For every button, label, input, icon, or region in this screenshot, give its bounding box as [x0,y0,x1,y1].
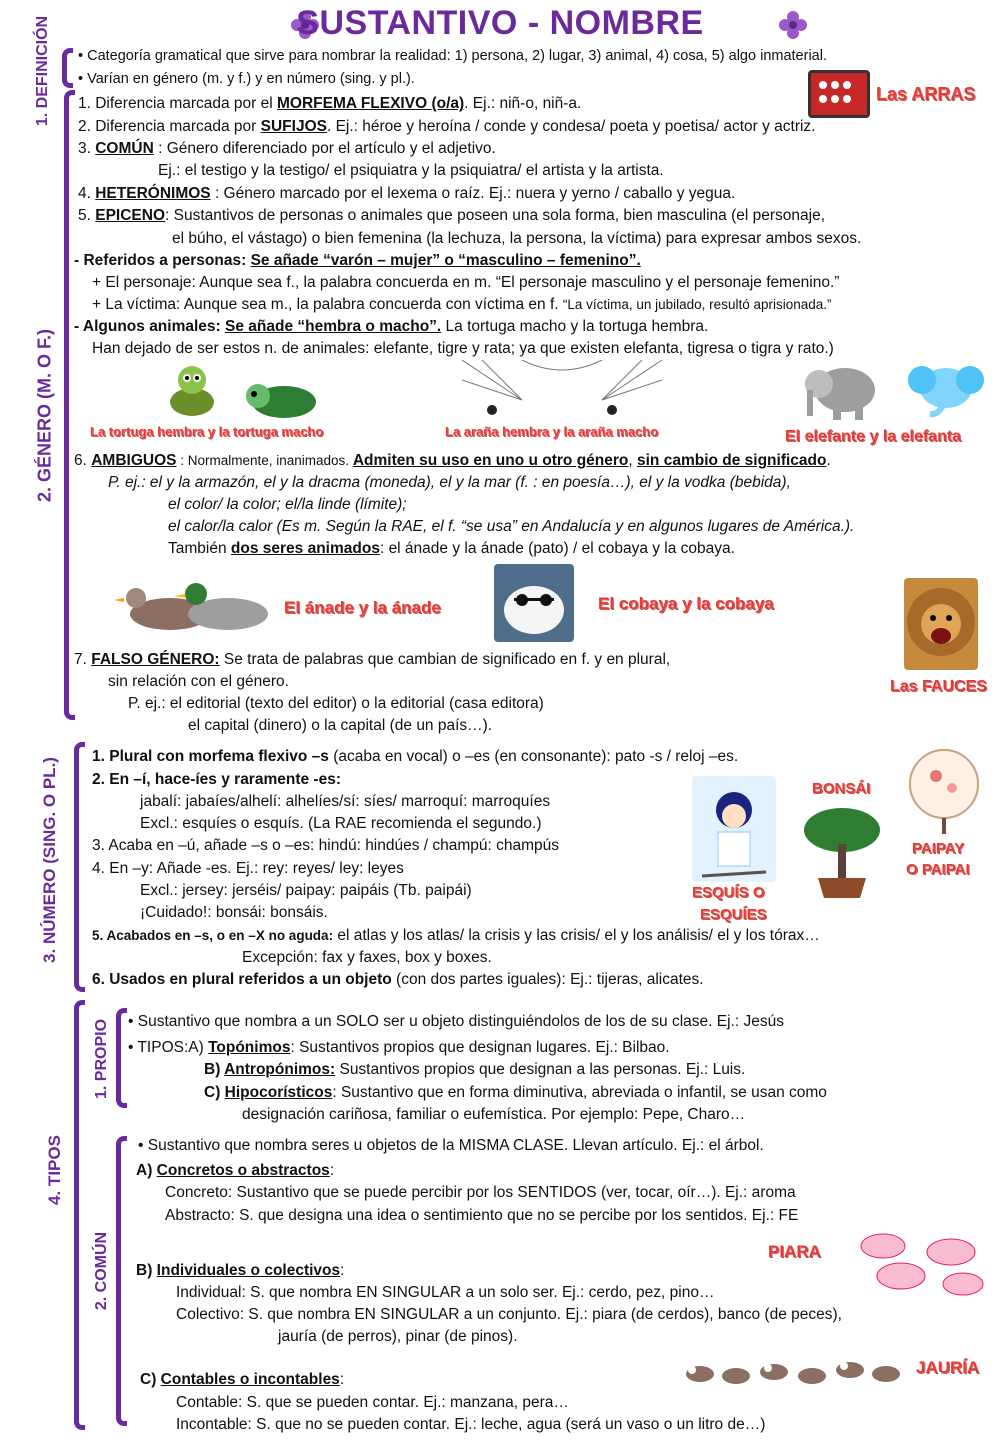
side-label-genero: 2. GÉNERO (M. O F.) [34,329,55,503]
bracket-genero [64,90,75,720]
propio-antroponimos: B) Antropónimos: Sustantivos propios que designan a las personas. Ej.: Luis. [204,1061,746,1078]
dogs-image [680,1346,910,1392]
numero-item-4-b: ¡Cuidado!: bonsái: bonsáis. [140,904,328,921]
numero-item-5: 5. Acabados en –s, o en –X no aguda: el atlas y los atlas/ la crisis y las crisis/ el y los análisis/ el y los tórax… [92,927,820,944]
numero-item-4-a: Excl.: jersey: jerséis/ paipay: paipáis (Tb. paipái) [140,882,472,899]
genero-item-7: 7. FALSO GÉNERO: Se trata de palabras que cambian de significado en f. y en plural, [74,651,671,668]
caption-paipay-2: O PAIPAI [906,861,970,878]
propio-hipocoristicos-cont: designación cariñosa, familiar o eufemística. Por ejemplo: Pepe, Charo… [242,1106,746,1123]
referidos-personas: - Referidos a personas: Se añade “varón – mujer” o “masculino – femenino”. [74,252,641,269]
caption-esquis-2: ESQUÍES [700,906,767,923]
numero-item-2-b: Excl.: esquíes o esquís. (La RAE recomienda el segundo.) [140,815,542,832]
bonsai-image [796,800,888,904]
referidos-victima: + La víctima: Aunque sea m., la palabra concuerda con víctima en f. “La víctima, un jubilado, resultó aprisionada.” [92,296,832,313]
bracket-definicion [62,48,73,88]
caption-anade: El ánade y la ánade [284,598,441,617]
ambiguos-animados: También dos seres animados: el ánade y la ánade (pato) / el cobaya y la cobaya. [168,540,735,557]
ambiguos-ejemplo-2: el color/ la color; el/la linde (límite); [168,496,407,513]
caption-cobaya: El cobaya y la cobaya [598,594,774,613]
numero-item-4: 4. En –y: Añade -es. Ej.: rey: reyes/ ley: leyes [92,860,404,877]
comun-a-title: A) Concretos o abstractos: [136,1162,335,1179]
elephant-image-blue [900,358,992,420]
algunos-animales: - Algunos animales: Se añade “hembra o macho”. La tortuga macho y la tortuga hembra. [74,318,709,335]
guinea-pig-image [494,564,574,642]
genero-item-6: 6. AMBIGUOS : Normalmente, inanimados. Admiten su uso en uno u otro género, sin cambio de significado. [74,452,831,469]
comun-b-title: B) Individuales o colectivos: [136,1262,345,1279]
lion-image [904,578,978,670]
comun-contable: Contable: S. que se pueden contar. Ej.: manzana, pera… [176,1394,569,1411]
bracket-comun [116,1136,127,1426]
caption-arana: La araña hembra y la araña macho [445,424,659,439]
caption-paipay-1: PAIPAY [912,840,965,857]
propio-hipocoristicos: C) Hipocorísticos: Sustantivo que en forma diminutiva, abreviada o infantil, se usan como [204,1084,827,1101]
side-label-propio: 1. PROPIO [93,1018,110,1099]
genero-item-3-example: Ej.: el testigo y la testigo/ el psiquiatra y la psiquiatra/ el artista y la artista. [158,162,664,179]
turtle-image-male [242,374,326,420]
referidos-personaje: + El personaje: Aunque sea f., la palabra concuerda en m. “El personaje masculino y el personaje femenino.” [92,274,840,291]
comun-concreto: Concreto: Sustantivo que se puede percibir por los SENTIDOS (ver, tocar, oír…). Ej.: aroma [165,1184,796,1201]
ambiguos-ejemplo-1: P. ej.: el y la armazón, el y la dracma (moneda), el y la mar (f. : en poesía…), el y la vodka (bebida), [108,474,791,491]
numero-item-2-a: jabalí: jabaíes/alhelí: alhelíes/sí: síes/ marroquí: marroquíes [140,793,551,810]
turtle-image-female [162,362,222,422]
numero-item-5-b: Excepción: fax y faxes, box y boxes. [242,949,492,966]
pigs-image [855,1228,987,1300]
side-label-numero: 3. NÚMERO (SING. O PL.) [40,757,59,963]
caption-piara: PIARA [768,1242,821,1261]
ambiguos-ejemplo-3: el calor/la calor (Es m. Según la RAE, el f. “se usa” en Andalucía y en algunos lugares de América.). [168,518,855,535]
numero-item-6: 6. Usados en plural referidos a un objeto (con dos partes iguales): Ej.: tijeras, alicates. [92,971,704,988]
bracket-numero [74,742,85,992]
numero-item-1: 1. Plural con morfema flexivo –s (acaba en vocal) o –es (en consonante): pato -s / reloj –es. [92,748,739,765]
caption-tortuga: La tortuga hembra y la tortuga macho [90,424,324,439]
caption-arras: Las ARRAS [876,84,976,104]
numero-item-3: 3. Acaba en –ú, añade –s o –es: hindú: hindúes / champú: champús [92,837,560,854]
falso-genero-ejemplo-1: P. ej.: el editorial (texto del editor) o la editorial (casa editora) [128,695,544,712]
animales-nota: Han dejado de ser estos n. de animales: elefante, tigre y rata; ya que existen elefanta, tigresa o tigra y rato.) [92,340,834,357]
bracket-tipos [74,1000,85,1430]
genero-item-2: 2. Diferencia marcada por SUFIJOS. Ej.: héroe y heroína / conde y condesa/ poeta y poetisa/ actor y actriz. [78,118,816,135]
comun-colectivo-cont: jauría (de perros), pinar (de pinos). [278,1328,518,1345]
definicion-line-2: • Varían en género (m. y f.) y en número (sing. y pl.). [78,71,415,87]
genero-item-4: 4. HETERÓNIMOS : Género marcado por el lexema o raíz. Ej.: nuera y yerno / caballo y yegua. [78,185,736,202]
genero-item-5: 5. EPICENO: Sustantivos de personas o animales que poseen una sola forma, bien masculina (el personaje, [78,207,826,224]
comun-abstracto: Abstracto: S. que designa una idea o sentimiento que no se percibe por los sentidos. Ej.: FE [165,1207,799,1224]
caption-jauria: JAURÍA [916,1358,980,1377]
side-label-definicion: 1. DEFINICIÓN [34,15,51,127]
comun-definicion: • Sustantivo que nombra seres u objetos de la MISMA CLASE. Llevan artículo. Ej.: el árbol. [138,1137,764,1154]
comun-individual: Individual: S. que nombra EN SINGULAR a un solo ser. Ej.: cerdo, pez, pino… [176,1284,715,1301]
caption-elefante: El elefante y la elefanta [785,428,962,445]
ski-girl-image [692,776,776,882]
elephant-image-grey [797,360,885,422]
propio-definicion: • Sustantivo que nombra a un SOLO ser u objeto distinguiéndolos de los de su clase. Ej.: Jesús [128,1013,784,1030]
genero-item-1: 1. Diferencia marcada por el MORFEMA FLEXIVO (o/a). Ej.: niñ-o, niñ-a. [78,95,582,112]
genero-item-3: 3. COMÚN : Género diferenciado por el artículo y el adjetivo. [78,140,496,157]
side-label-tipos: 4. TIPOS [45,1135,64,1205]
caption-esquis-1: ESQUÍS O [692,884,765,901]
definicion-line-1: • Categoría gramatical que sirve para nombrar la realidad: 1) persona, 2) lugar, 3) animal, 4) cosa, 5) algo inmaterial. [78,48,827,64]
bracket-propio [116,1008,127,1108]
falso-genero-ejemplo-2: el capital (dinero) o la capital (de un país…). [188,717,493,734]
side-label-comun: 2. COMÚN [93,1231,110,1311]
arras-coins-image [808,70,870,118]
paipay-fan-image [906,746,982,834]
falso-genero-cont: sin relación con el género. [108,673,289,690]
caption-fauces: Las FAUCES [890,678,987,695]
comun-colectivo: Colectivo: S. que nombra EN SINGULAR a un conjunto. Ej.: piara (de cerdos), banco (de peces), [176,1306,842,1323]
numero-item-2: 2. En –í, hace-íes y raramente -es: [92,771,341,788]
caption-bonsai: BONSÁI [812,780,871,797]
spider-web-image [462,360,662,422]
comun-c-title: C) Contables o incontables: [140,1371,345,1388]
genero-item-5-cont: el búho, el vástago) o bien femenina (la lechuza, la persona, la víctima) para expresar ambos sexos. [172,230,862,247]
page-title: SUSTANTIVO - NOMBRE [296,4,704,42]
duck-image [110,574,278,638]
propio-toponimos: • TIPOS:A) Topónimos: Sustantivos propios que designan lugares. Ej.: Bilbao. [128,1039,670,1056]
flower-icon-right [778,10,808,40]
comun-incontable: Incontable: S. que no se pueden contar. Ej.: leche, agua (será un vaso o un litro de…) [176,1416,766,1433]
